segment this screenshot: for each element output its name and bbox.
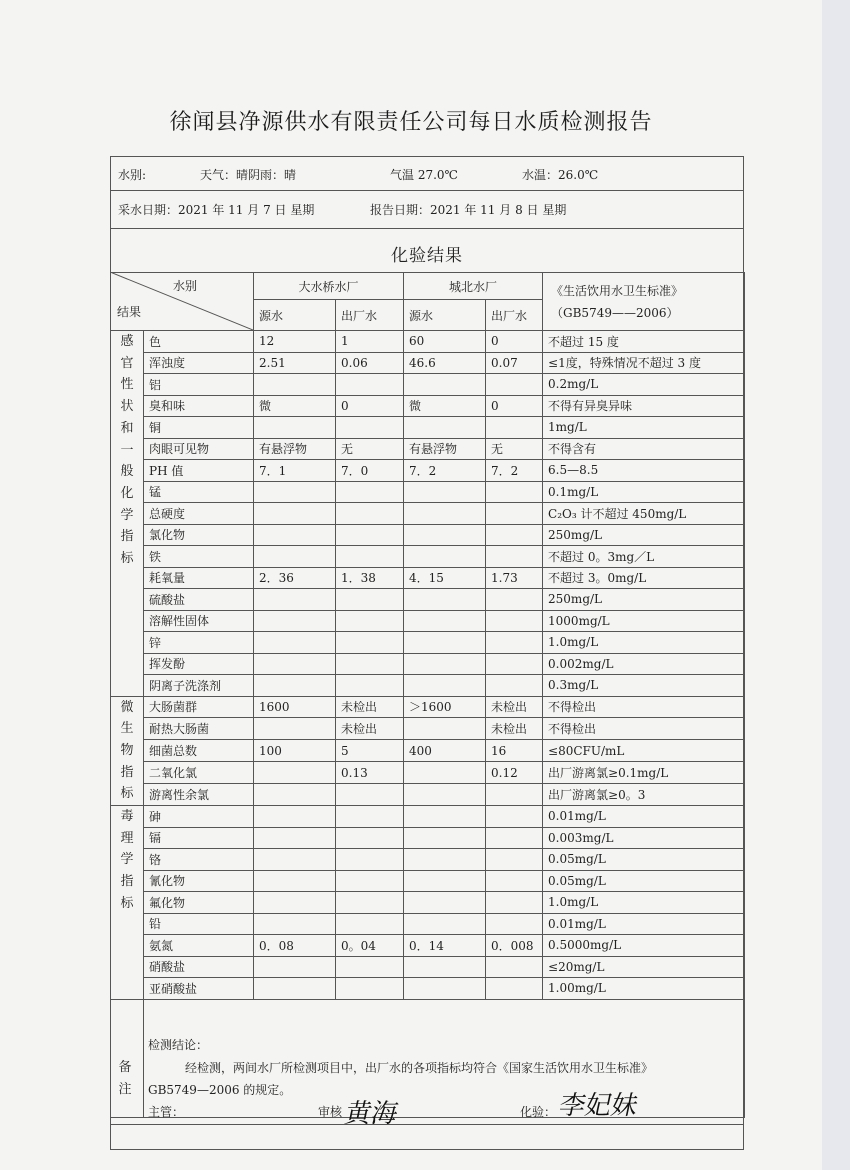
measured-value [336,546,404,568]
table-row [111,892,745,914]
measured-value: 0.13 [336,762,404,784]
standard-value: ≤80CFU/mL [543,740,745,762]
divider [110,190,744,191]
air-temperature: 气温 27.0℃ [390,168,458,182]
measured-value: 有悬浮物 [254,438,336,460]
parameter-name: 铅 [144,913,254,935]
measured-value: 0 [486,395,543,417]
measured-value [254,610,336,632]
section-title: 化验结果 [391,246,463,266]
category-cell [111,696,144,806]
table-row [111,806,745,828]
measured-value [486,632,543,654]
measured-value [404,374,486,396]
measured-value [486,503,543,525]
measured-value [254,956,336,978]
standard-value: 0.5000mg/L [543,935,745,957]
report-date: 报告日期：2021 年 11 月 8 日 星期 [370,203,567,217]
supervisor-label: 主管： [148,1105,185,1119]
standard-value: 不超过 15 度 [543,331,745,353]
measured-value: 7．0 [336,460,404,482]
table-row [111,331,745,353]
measured-value: 12 [254,331,336,353]
measured-value [486,481,543,503]
parameter-name: 臭和味 [144,395,254,417]
water-temperature: 水温：26.0℃ [522,168,599,182]
measured-value [486,675,543,697]
measured-value [404,956,486,978]
measured-value [254,827,336,849]
measured-value [336,870,404,892]
standard-head-title: 《生活饮用水卫生标准》 [551,283,684,298]
category-cell [111,806,144,1000]
measured-value [336,481,404,503]
weather: 天气：晴阴雨：晴 [200,168,297,182]
measured-value [404,827,486,849]
measured-value: 1.73 [486,567,543,589]
table-row [111,740,745,762]
conclusion-text: 经检测，两间水厂所检测项目中，出厂水的各项指标均符合《国家生活饮用水卫生标准》 [185,1061,654,1075]
divider [110,1124,744,1125]
result-head: 结果 [117,305,142,319]
table-row [111,567,745,589]
parameter-name: 总硬度 [144,503,254,525]
standard-value: ≤20mg/L [543,956,745,978]
measured-value: 7．2 [486,460,543,482]
standard-value: 0.3mg/L [543,675,745,697]
standard-value: 0.05mg/L [543,849,745,871]
standard-value: 不超过 3。0mg/L [543,567,745,589]
table-row [111,352,745,374]
tester-signature: 李妃妹 [556,1091,641,1121]
parameter-name: 亚硝酸盐 [144,978,254,1000]
page-edge [822,0,850,1170]
measured-value [486,913,543,935]
standard-value: 0.002mg/L [543,653,745,675]
measured-value: 无 [486,438,543,460]
parameter-name: 氯化物 [144,524,254,546]
measured-value [486,956,543,978]
measured-value [254,374,336,396]
measured-value [336,827,404,849]
measured-value [254,892,336,914]
standard-value: 0.05mg/L [543,870,745,892]
category-label: 感官性状和一般化学指标 [120,334,134,567]
measured-value: 未检出 [336,696,404,718]
plant1-raw-head: 源水 [254,300,336,331]
measured-value [254,762,336,784]
table-row [111,978,745,1000]
measured-value [486,978,543,1000]
results-body [111,273,745,1118]
measured-value [404,806,486,828]
measured-value [486,653,543,675]
table-row [111,784,745,806]
measured-value [254,503,336,525]
measured-value [254,675,336,697]
table-row [111,610,745,632]
standard-value: 不得有异臭异味 [543,395,745,417]
report-title: 徐闻县净源供水有限责任公司每日水质检测报告 [169,110,653,135]
parameter-name: 硫酸盐 [144,589,254,611]
parameter-name: 挥发酚 [144,653,254,675]
measured-value: 100 [254,740,336,762]
parameter-name: 铝 [144,374,254,396]
conclusion-label: 检测结论： [148,1038,209,1052]
standard-head-code: （GB5749——2006） [551,305,679,320]
measured-value: 1600 [254,696,336,718]
standard-value: 不得检出 [543,718,745,740]
measured-value [254,589,336,611]
category-label: 微生物指标 [120,699,134,802]
diagonal-line [110,272,253,330]
measured-value: 1．38 [336,567,404,589]
parameter-name: 硝酸盐 [144,956,254,978]
measured-value: 微 [254,395,336,417]
parameter-name: 细菌总数 [144,740,254,762]
measured-value: 未检出 [486,696,543,718]
measured-value [254,870,336,892]
standard-value: 不得含有 [543,438,745,460]
measured-value [486,827,543,849]
measured-value: 0．14 [404,935,486,957]
measured-value [336,806,404,828]
standard-value: 1000mg/L [543,610,745,632]
measured-value [336,632,404,654]
measured-value: 7．1 [254,460,336,482]
parameter-name: 耐热大肠菌 [144,718,254,740]
parameter-name: 大肠菌群 [144,696,254,718]
parameter-name: 耗氧量 [144,567,254,589]
measured-value: 1 [336,331,404,353]
table-row [111,524,745,546]
measured-value [404,718,486,740]
measured-value [404,784,486,806]
measured-value: 0．08 [254,935,336,957]
parameter-name: 溶解性固体 [144,610,254,632]
parameter-name: 二氧化氯 [144,762,254,784]
measured-value [486,784,543,806]
measured-value: 0 [486,331,543,353]
measured-value [254,417,336,439]
measured-value [254,718,336,740]
measured-value [336,978,404,1000]
measured-value [336,524,404,546]
measured-value [336,892,404,914]
measured-value [404,632,486,654]
parameter-name: 肉眼可见物 [144,438,254,460]
measured-value [404,870,486,892]
measured-value [254,481,336,503]
category-cell [111,331,144,697]
standard-value: 0.01mg/L [543,806,745,828]
parameter-name: 阴离子洗涤剂 [144,675,254,697]
tester-label: 化验： [520,1105,557,1119]
table-row [111,827,745,849]
table-row [111,589,745,611]
parameter-name: 氰化物 [144,870,254,892]
measured-value [486,870,543,892]
standard-value: 1.0mg/L [543,632,745,654]
measured-value [404,913,486,935]
measured-value [254,653,336,675]
standard-value: ≤1度，特殊情况不超过 3 度 [543,352,745,374]
measured-value: 0．008 [486,935,543,957]
measured-value [404,978,486,1000]
measured-value [254,524,336,546]
measured-value [336,417,404,439]
measured-value: 2.51 [254,352,336,374]
measured-value [336,675,404,697]
measured-value [486,589,543,611]
measured-value [486,546,543,568]
water-type-label: 水别: [118,168,147,182]
notes-label: 备注 [118,1060,132,1097]
measured-value: 微 [404,395,486,417]
measured-value [404,762,486,784]
measured-value [486,849,543,871]
parameter-name: 游离性余氯 [144,784,254,806]
water-type-head: 水别 [173,279,198,293]
measured-value [404,417,486,439]
table-row [111,675,745,697]
standard-value: C₂O₃ 计不超过 450mg/L [543,503,745,525]
measured-value [486,806,543,828]
measured-value: 0.12 [486,762,543,784]
measured-value [254,849,336,871]
table-row [111,956,745,978]
parameter-name: 氟化物 [144,892,254,914]
measured-value: 400 [404,740,486,762]
plant2-out-head: 出厂水 [486,300,543,331]
table-row [111,481,745,503]
measured-value: 0.07 [486,352,543,374]
measured-value [404,546,486,568]
standard-value: 不得检出 [543,696,745,718]
measured-value: 0 [336,395,404,417]
measured-value [254,913,336,935]
measured-value [336,653,404,675]
standard-value: 250mg/L [543,589,745,611]
parameter-name: 锌 [144,632,254,654]
corner-diagonal [110,272,253,330]
standard-value: 6.5—8.5 [543,460,745,482]
reviewer-label: 审核 [318,1105,343,1119]
parameter-name: 铬 [144,849,254,871]
standard-value: 出厂游离氯≥0.1mg/L [543,762,745,784]
measured-value [336,849,404,871]
measured-value [254,806,336,828]
category-label: 毒理学指标 [120,809,134,911]
table-row [111,849,745,871]
measured-value [486,374,543,396]
measured-value [486,524,543,546]
measured-value: 0。04 [336,935,404,957]
plant2-raw-head: 源水 [404,300,486,331]
measured-value: 7．2 [404,460,486,482]
measured-value [254,546,336,568]
table-row [111,632,745,654]
table-row [111,870,745,892]
measured-value: 有悬浮物 [404,438,486,460]
measured-value: 5 [336,740,404,762]
standard-value: 0.01mg/L [543,913,745,935]
measured-value [254,632,336,654]
measured-value [404,610,486,632]
table-row [111,438,745,460]
table-row [111,718,745,740]
table-row [111,417,745,439]
table-row [111,762,745,784]
table-row [111,395,745,417]
table-row [111,653,745,675]
measured-value [404,481,486,503]
measured-value [486,417,543,439]
measured-value: 0.06 [336,352,404,374]
standard-value: 不超过 0。3mg／L [543,546,745,568]
divider [110,228,744,229]
table-row [111,546,745,568]
parameter-name: 铜 [144,417,254,439]
table-row [111,503,745,525]
parameter-name: 锰 [144,481,254,503]
measured-value [404,892,486,914]
measured-value [254,978,336,1000]
plant1-out-head: 出厂水 [336,300,404,331]
standard-value: 出厂游离氯≥0。3 [543,784,745,806]
measured-value [404,849,486,871]
measured-value: 2．36 [254,567,336,589]
table-row [111,460,745,482]
measured-value [254,784,336,806]
measured-value [336,956,404,978]
measured-value: ＞1600 [404,696,486,718]
measured-value: 未检出 [336,718,404,740]
measured-value: 46.6 [404,352,486,374]
measured-value [404,589,486,611]
parameter-name: PH 值 [144,460,254,482]
measured-value: 60 [404,331,486,353]
standard-value: 1mg/L [543,417,745,439]
measured-value: 16 [486,740,543,762]
measured-value [404,675,486,697]
results-table [110,272,745,1118]
table-row [111,913,745,935]
measured-value [486,610,543,632]
table-row [111,696,745,718]
parameter-name: 镉 [144,827,254,849]
measured-value [404,503,486,525]
standard-value: 1.00mg/L [543,978,745,1000]
standard-value: 0.003mg/L [543,827,745,849]
sample-date: 采水日期：2021 年 11 月 7 日 星期 [118,203,315,217]
measured-value [404,524,486,546]
measured-value [336,913,404,935]
standard-value: 1.0mg/L [543,892,745,914]
standard-value: 0.2mg/L [543,374,745,396]
table-row [111,935,745,957]
conclusion-text-2: GB5749—2006 的规定。 [148,1083,292,1097]
parameter-name: 浑浊度 [144,352,254,374]
standard-head [543,273,745,331]
measured-value [404,653,486,675]
measured-value [336,784,404,806]
reviewer-signature: 黄海 [342,1099,401,1129]
parameter-name: 砷 [144,806,254,828]
measured-value [336,374,404,396]
parameter-name: 色 [144,331,254,353]
measured-value: 未检出 [486,718,543,740]
measured-value: 4．15 [404,567,486,589]
standard-value: 250mg/L [543,524,745,546]
measured-value [336,589,404,611]
parameter-name: 铁 [144,546,254,568]
measured-value [486,892,543,914]
measured-value: 无 [336,438,404,460]
measured-value [336,503,404,525]
table-row [111,374,745,396]
measured-value [336,610,404,632]
standard-value: 0.1mg/L [543,481,745,503]
plant2-head: 城北水厂 [404,273,543,300]
plant1-head: 大水桥水厂 [254,273,404,300]
parameter-name: 氨氮 [144,935,254,957]
